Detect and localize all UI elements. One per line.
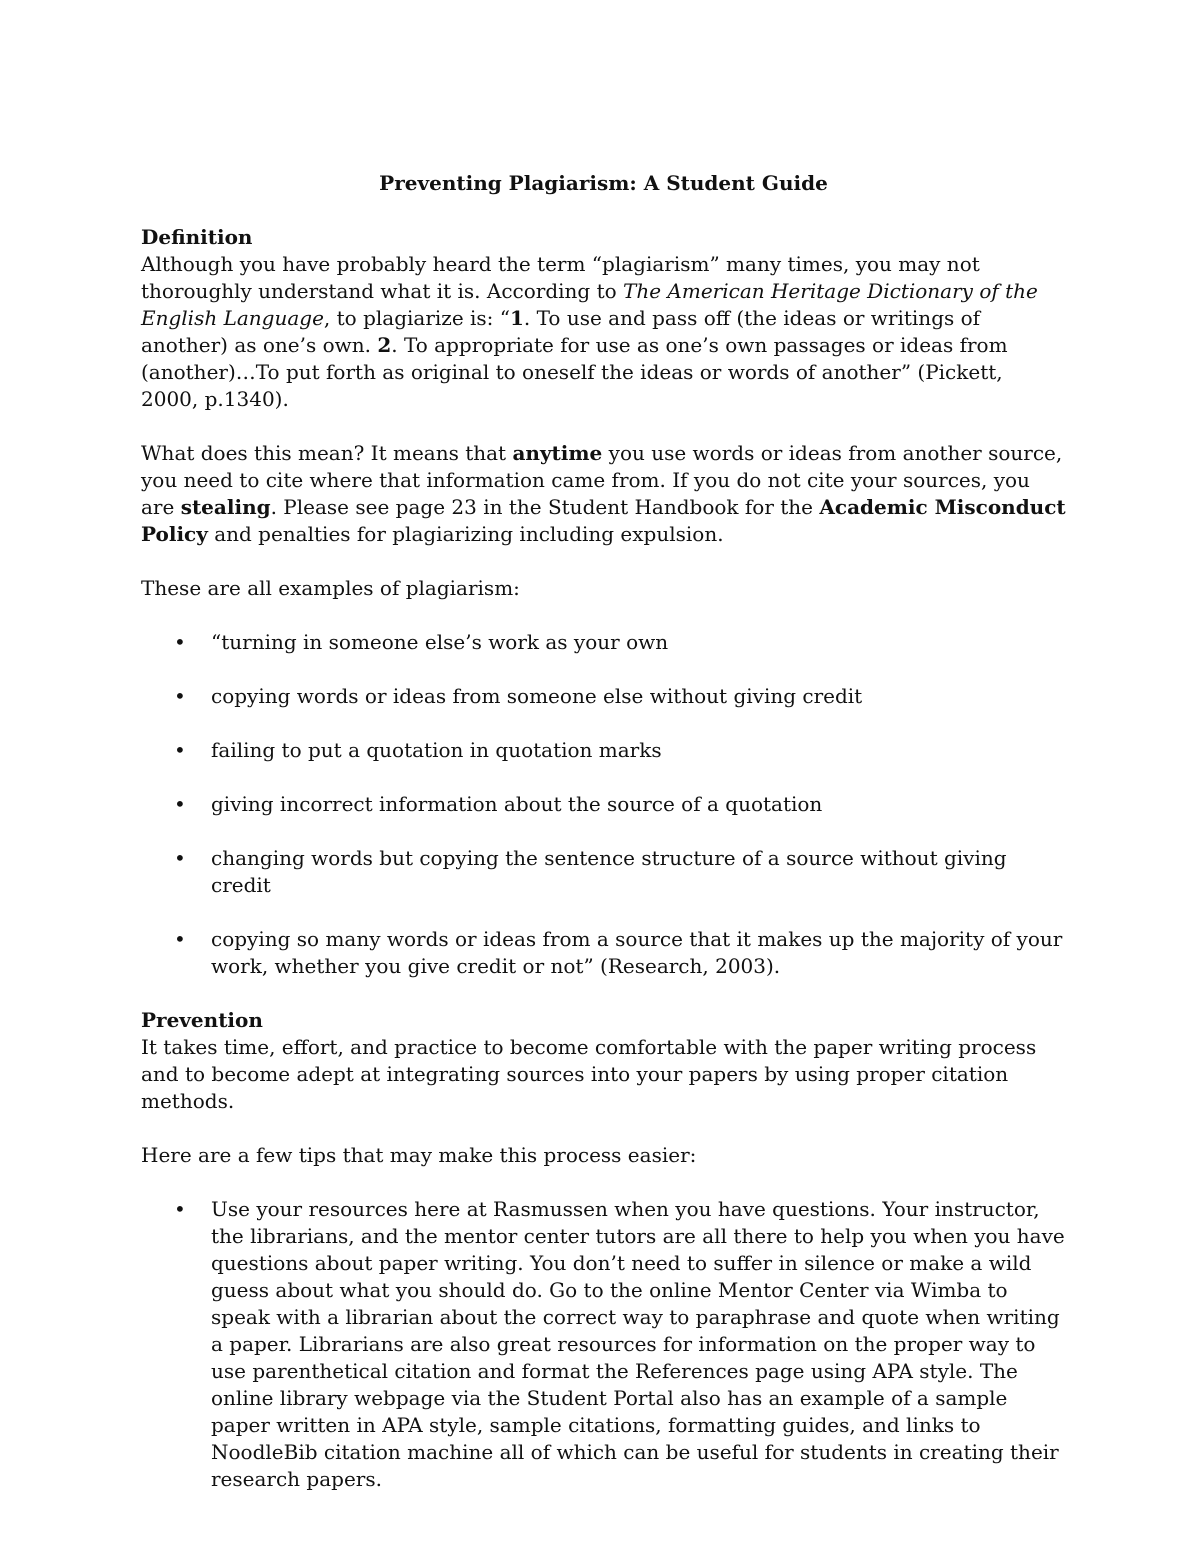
policy-name: Academic Misconduct Policy: [141, 495, 1066, 546]
definition-heading: Definition: [141, 225, 253, 249]
bullet-icon: •: [174, 927, 186, 951]
list-item: • Use your resources here at Rasmussen when you have questions. Your instructor, the librarians, and the mentor center tutors are all there to help you when you have questions about paper writing. You don’t need to suffer in silence or make a wild guess about what you should do. Go to the online Mentor Center via Wimba to speak with a librarian about the correct way to paraphrase and quote when writing a paper. Librarians are also great resources for information on the proper way to use parenthetical citation and format the References page using APA style. The online library webpage via the Student Portal also has an example of a sample paper written in APA style, sample citations, formatting guides, and links to NoodleBib citation machine all of which can be useful for students in creating their research papers.: [174, 1197, 1065, 1491]
list-item: • changing words but copying the sentence structure of a source without giving credit: [174, 846, 1007, 897]
definition-paragraph: Although you have probably heard the term “plagiarism” many times, you may not thoroughly understand what it is. According to The American Heritage Dictionary of the English Language, to plagiarize is: “1. To use and pass off (the ideas or writings of another) as one’s own. 2. To appropriate for use as one’s own passages or ideas from (another)…To put forth as original to oneself the ideas or words of another” (Pickett, 2000, p.1340).: [141, 252, 1038, 411]
emphasis-stealing: stealing: [180, 495, 271, 519]
examples-intro: These are all examples of plagiarism:: [141, 576, 520, 600]
bullet-icon: •: [174, 738, 186, 762]
prevention-paragraph: It takes time, effort, and practice to become comfortable with the paper writing process and to become adept at integrating sources into your papers by using proper citation methods.: [141, 1035, 1037, 1113]
list-item: • copying words or ideas from someone else without giving credit: [174, 684, 863, 708]
document-title: Preventing Plagiarism: A Student Guide: [379, 171, 828, 195]
examples-list: [141, 629, 1066, 980]
document-page: [141, 170, 1066, 1520]
meaning-paragraph: What does this mean? It means that anytime you use words or ideas from another source, you need to cite where that information came from. If you do not cite your sources, you are stealing. Please see page 23 in the Student Handbook for the Academic Misconduct Policy and penalties for plagiarizing including expulsion.: [141, 441, 1066, 546]
bullet-icon: •: [174, 630, 186, 654]
bullet-icon: •: [174, 1197, 186, 1221]
list-item: • “turning in someone else’s work as your own: [174, 630, 669, 654]
emphasis-anytime: anytime: [512, 441, 603, 465]
prevention-heading: Prevention: [141, 1008, 263, 1032]
tips-intro: Here are a few tips that may make this process easier:: [141, 1143, 697, 1167]
list-item: • failing to put a quotation in quotation marks: [174, 738, 662, 762]
bullet-icon: •: [174, 684, 186, 708]
tips-list: [141, 1196, 1066, 1493]
bullet-icon: •: [174, 846, 186, 870]
list-item: • copying so many words or ideas from a source that it makes up the majority of your work, whether you give credit or not” (Research, 2003).: [174, 927, 1063, 978]
bullet-icon: •: [174, 792, 186, 816]
list-item: • giving incorrect information about the source of a quotation: [174, 792, 823, 816]
dictionary-title: The American Heritage Dictionary of the English Language: [141, 279, 1038, 330]
